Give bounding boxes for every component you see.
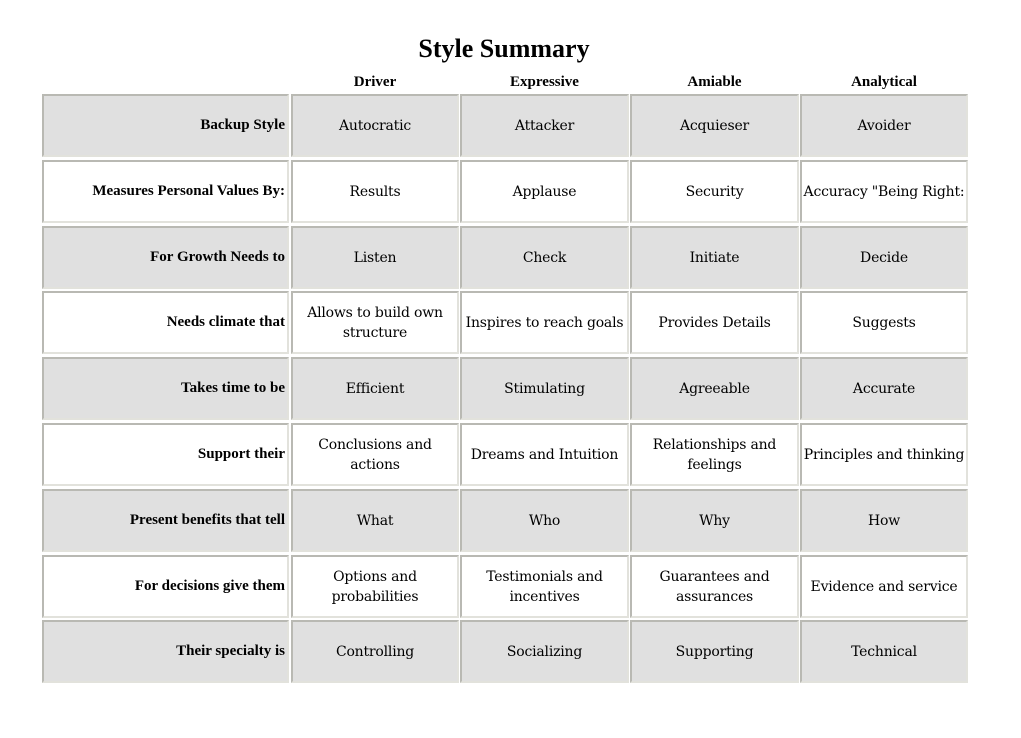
table-cell-expressive: Dreams and Intuition [460,423,629,486]
row-label: Measures Personal Values By: [42,160,289,223]
row-label: Takes time to be [42,357,289,420]
table-cell-driver: Efficient [291,357,459,420]
table-cell-analytical: Accurate [800,357,968,420]
row-label: Present benefits that tell [42,489,289,552]
table-cell-expressive: Attacker [460,94,629,157]
table-cell-amiable: Guarantees and assurances [630,555,799,618]
table-cell-analytical: Evidence and service [800,555,968,618]
table-cell-amiable: Why [630,489,799,552]
table-cell-expressive: Inspires to reach goals [460,291,629,354]
table-cell-expressive: Who [460,489,629,552]
table-cell-amiable: Agreeable [630,357,799,420]
column-header-amiable: Amiable [687,74,742,90]
row-label: For Growth Needs to [42,226,289,289]
table-cell-analytical: Decide [800,226,968,289]
table-cell-expressive: Applause [460,160,629,223]
table-cell-driver: Allows to build own structure [291,291,459,354]
table-cell-amiable: Relationships and feelings [630,423,799,486]
column-header-driver: Driver [353,74,397,90]
table-cell-driver: Results [291,160,459,223]
table-cell-analytical: How [800,489,968,552]
table-cell-analytical: Technical [800,620,968,683]
table-cell-analytical: Avoider [800,94,968,157]
row-label: For decisions give them [42,555,289,618]
table-cell-driver: Options and probabilities [291,555,459,618]
row-label: Support their [42,423,289,486]
page-title: Style Summary [418,34,590,63]
table-cell-amiable: Security [630,160,799,223]
table-cell-expressive: Testimonials and incentives [460,555,629,618]
table-cell-driver: Controlling [291,620,459,683]
table-cell-driver: Listen [291,226,459,289]
table-cell-analytical: Suggests [800,291,968,354]
table-cell-driver: What [291,489,459,552]
column-header-expressive: Expressive [510,74,579,90]
table-cell-amiable: Acquieser [630,94,799,157]
table-cell-amiable: Provides Details [630,291,799,354]
table-cell-amiable: Initiate [630,226,799,289]
table-cell-analytical: Principles and thinking [800,423,968,486]
row-label: Their specialty is [42,620,289,683]
table-cell-expressive: Check [460,226,629,289]
table-cell-analytical: Accuracy "Being Right: [800,160,968,223]
row-label: Needs climate that [42,291,289,354]
table-cell-driver: Autocratic [291,94,459,157]
table-cell-driver: Conclusions and actions [291,423,459,486]
table-cell-expressive: Socializing [460,620,629,683]
column-header-analytical: Analytical [851,74,917,90]
row-label: Backup Style [42,94,289,157]
table-cell-amiable: Supporting [630,620,799,683]
table-cell-expressive: Stimulating [460,357,629,420]
